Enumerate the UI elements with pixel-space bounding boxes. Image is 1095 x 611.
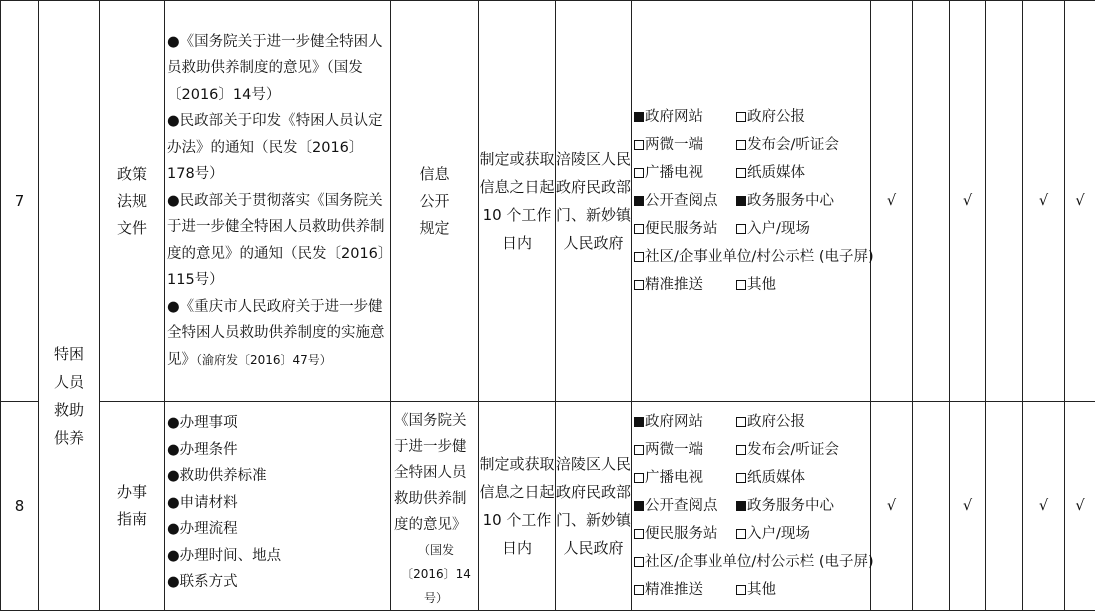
channel-label: 社区/企事业单位/村公示栏 (电子屏) (645, 554, 874, 570)
channel-option (634, 159, 736, 187)
channel-label: 发布会/听证会 (747, 442, 839, 458)
subject-cell: 涪陵区人民政府民政部门、新妙镇人民政府 (556, 402, 632, 611)
content-item: ●联系方式 (167, 569, 390, 596)
row-number: 8 (1, 402, 39, 611)
channel-label: 其他 (747, 582, 776, 598)
content-cell (165, 1, 391, 402)
unchecked-box-icon (736, 112, 746, 122)
unchecked-box-icon (736, 168, 746, 178)
content-item: ●办理时间、地点 (167, 543, 390, 570)
channels-cell (632, 402, 871, 611)
unchecked-box-icon (736, 224, 746, 234)
checked-box-icon (634, 417, 644, 427)
channel-label: 政务服务中心 (747, 193, 834, 209)
unchecked-box-icon (736, 417, 746, 427)
content-item: ●《重庆市人民政府关于进一步健全特困人员救助供养制度的实施意见》 (167, 299, 385, 368)
channel-option (634, 215, 736, 243)
channel-label: 政府公报 (747, 414, 805, 430)
channel-label: 公开查阅点 (645, 193, 718, 209)
channel-row (634, 159, 870, 187)
check-cell: √ (1023, 402, 1065, 611)
checked-box-icon (634, 501, 644, 511)
basis-line: 公开 (391, 188, 478, 215)
channel-row (634, 243, 870, 271)
check-cell: √ (871, 1, 913, 402)
unchecked-box-icon (634, 280, 644, 290)
channel-row (634, 436, 870, 464)
checked-box-icon (736, 501, 746, 511)
channel-label: 纸质媒体 (747, 165, 805, 181)
content-item-note: （渝府发〔2016〕47号） (196, 353, 332, 367)
channel-label: 便民服务站 (645, 221, 718, 237)
content-item: ●办理条件 (167, 437, 390, 464)
channel-option (634, 492, 736, 520)
channels-cell (632, 1, 871, 402)
channel-label: 纸质媒体 (747, 470, 805, 486)
channel-label: 入户/现场 (747, 221, 810, 237)
channel-row (634, 464, 870, 492)
table-row (1, 402, 1095, 611)
basis-cell (391, 1, 479, 402)
channel-row (634, 492, 870, 520)
subject-cell: 涪陵区人民政府民政部门、新妙镇人民政府 (556, 1, 632, 402)
channel-row (634, 131, 870, 159)
basis-cell (391, 402, 479, 611)
unchecked-box-icon (634, 557, 644, 567)
basis-line: 规定 (391, 215, 478, 242)
unchecked-box-icon (634, 168, 644, 178)
row-number: 7 (1, 1, 39, 402)
unchecked-box-icon (634, 252, 644, 262)
channel-option (634, 249, 874, 265)
subitem-line: 指南 (100, 506, 164, 533)
unchecked-box-icon (634, 529, 644, 539)
content-item: ●《国务院关于进一步健全特困人员救助供养制度的意见》（国发〔2016〕14号） (167, 29, 390, 109)
channel-option (634, 131, 736, 159)
time-limit-cell: 制定或获取信息之日起 10 个工作日内 (479, 1, 556, 402)
unchecked-box-icon (634, 585, 644, 595)
unchecked-box-icon (634, 224, 644, 234)
channel-option (736, 414, 805, 430)
content-item: ●申请材料 (167, 490, 390, 517)
check-cell: √ (1065, 1, 1095, 402)
channel-option (736, 221, 810, 237)
basis-note: （国发〔2016〕14号） (394, 538, 478, 610)
content-item: ●办理流程 (167, 516, 390, 543)
channel-option (736, 165, 805, 181)
channel-label: 广播电视 (645, 165, 703, 181)
channel-label: 广播电视 (645, 470, 703, 486)
channel-row (634, 408, 870, 436)
checked-box-icon (736, 196, 746, 206)
channel-option (634, 271, 736, 299)
unchecked-box-icon (736, 529, 746, 539)
category-cell (39, 1, 100, 611)
check-cell (913, 402, 950, 611)
channel-label: 入户/现场 (747, 526, 810, 542)
subitem-line: 法规 (100, 188, 164, 215)
channel-option (736, 137, 839, 153)
unchecked-box-icon (736, 140, 746, 150)
check-cell: √ (950, 1, 986, 402)
check-cell (913, 1, 950, 402)
channel-option (736, 582, 776, 598)
unchecked-box-icon (634, 473, 644, 483)
channel-option (634, 103, 736, 131)
channel-label: 两微一端 (645, 137, 703, 153)
subitem-line: 文件 (100, 215, 164, 242)
channel-row (634, 215, 870, 243)
channel-row (634, 271, 870, 299)
content-item: ●救助供养标准 (167, 463, 390, 490)
unchecked-box-icon (736, 585, 746, 595)
channel-option (634, 464, 736, 492)
unchecked-box-icon (736, 473, 746, 483)
channel-row (634, 576, 870, 604)
channel-option (736, 109, 805, 125)
subitem-cell (100, 1, 165, 402)
channel-option (736, 498, 834, 514)
channel-row (634, 187, 870, 215)
channel-option (736, 526, 810, 542)
checked-box-icon (634, 112, 644, 122)
channel-option (634, 436, 736, 464)
basis-line: 信息 (391, 161, 478, 188)
unchecked-box-icon (736, 280, 746, 290)
unchecked-box-icon (634, 445, 644, 455)
channel-label: 其他 (747, 277, 776, 293)
check-cell (986, 1, 1023, 402)
channel-option (736, 277, 776, 293)
channel-label: 政府网站 (645, 414, 703, 430)
channel-option (634, 408, 736, 436)
channel-option (634, 187, 736, 215)
channel-option (736, 470, 805, 486)
channel-label: 精准推送 (645, 582, 703, 598)
checked-box-icon (634, 196, 644, 206)
content-item: ●民政部关于贯彻落实《国务院关于进一步健全特困人员救助供养制度的意见》的通知（民发〔2016〕115号） (167, 188, 390, 294)
check-cell: √ (871, 402, 913, 611)
category-label: 特困人员救助供养 (51, 160, 87, 452)
subitem-cell (100, 402, 165, 611)
check-cell: √ (950, 402, 986, 611)
subitem-line: 政策 (100, 161, 164, 188)
unchecked-box-icon (634, 140, 644, 150)
channel-row (634, 520, 870, 548)
channel-label: 两微一端 (645, 442, 703, 458)
subitem-line: 办事 (100, 479, 164, 506)
channel-label: 社区/企事业单位/村公示栏 (电子屏) (645, 249, 874, 265)
channel-option (634, 554, 874, 570)
check-cell: √ (1065, 402, 1095, 611)
table-row (1, 1, 1095, 402)
channel-label: 政府公报 (747, 109, 805, 125)
channel-label: 公开查阅点 (645, 498, 718, 514)
basis-text: 《国务院关于进一步健全特困人员救助供养制度的意见》 (394, 408, 478, 538)
channel-option (634, 576, 736, 604)
time-limit-cell: 制定或获取信息之日起 10 个工作日内 (479, 402, 556, 611)
channel-option (736, 442, 839, 458)
channel-label: 政务服务中心 (747, 498, 834, 514)
channel-row (634, 548, 870, 576)
channel-option (736, 193, 834, 209)
channel-option (634, 520, 736, 548)
channel-label: 精准推送 (645, 277, 703, 293)
check-cell: √ (1023, 1, 1065, 402)
content-cell (165, 402, 391, 611)
unchecked-box-icon (736, 445, 746, 455)
check-cell (986, 402, 1023, 611)
channel-label: 政府网站 (645, 109, 703, 125)
content-item: ●办理事项 (167, 410, 390, 437)
channel-label: 发布会/听证会 (747, 137, 839, 153)
content-item: ●民政部关于印发《特困人员认定办法》的通知（民发〔2016〕178号） (167, 108, 390, 188)
channel-row (634, 103, 870, 131)
channel-label: 便民服务站 (645, 526, 718, 542)
